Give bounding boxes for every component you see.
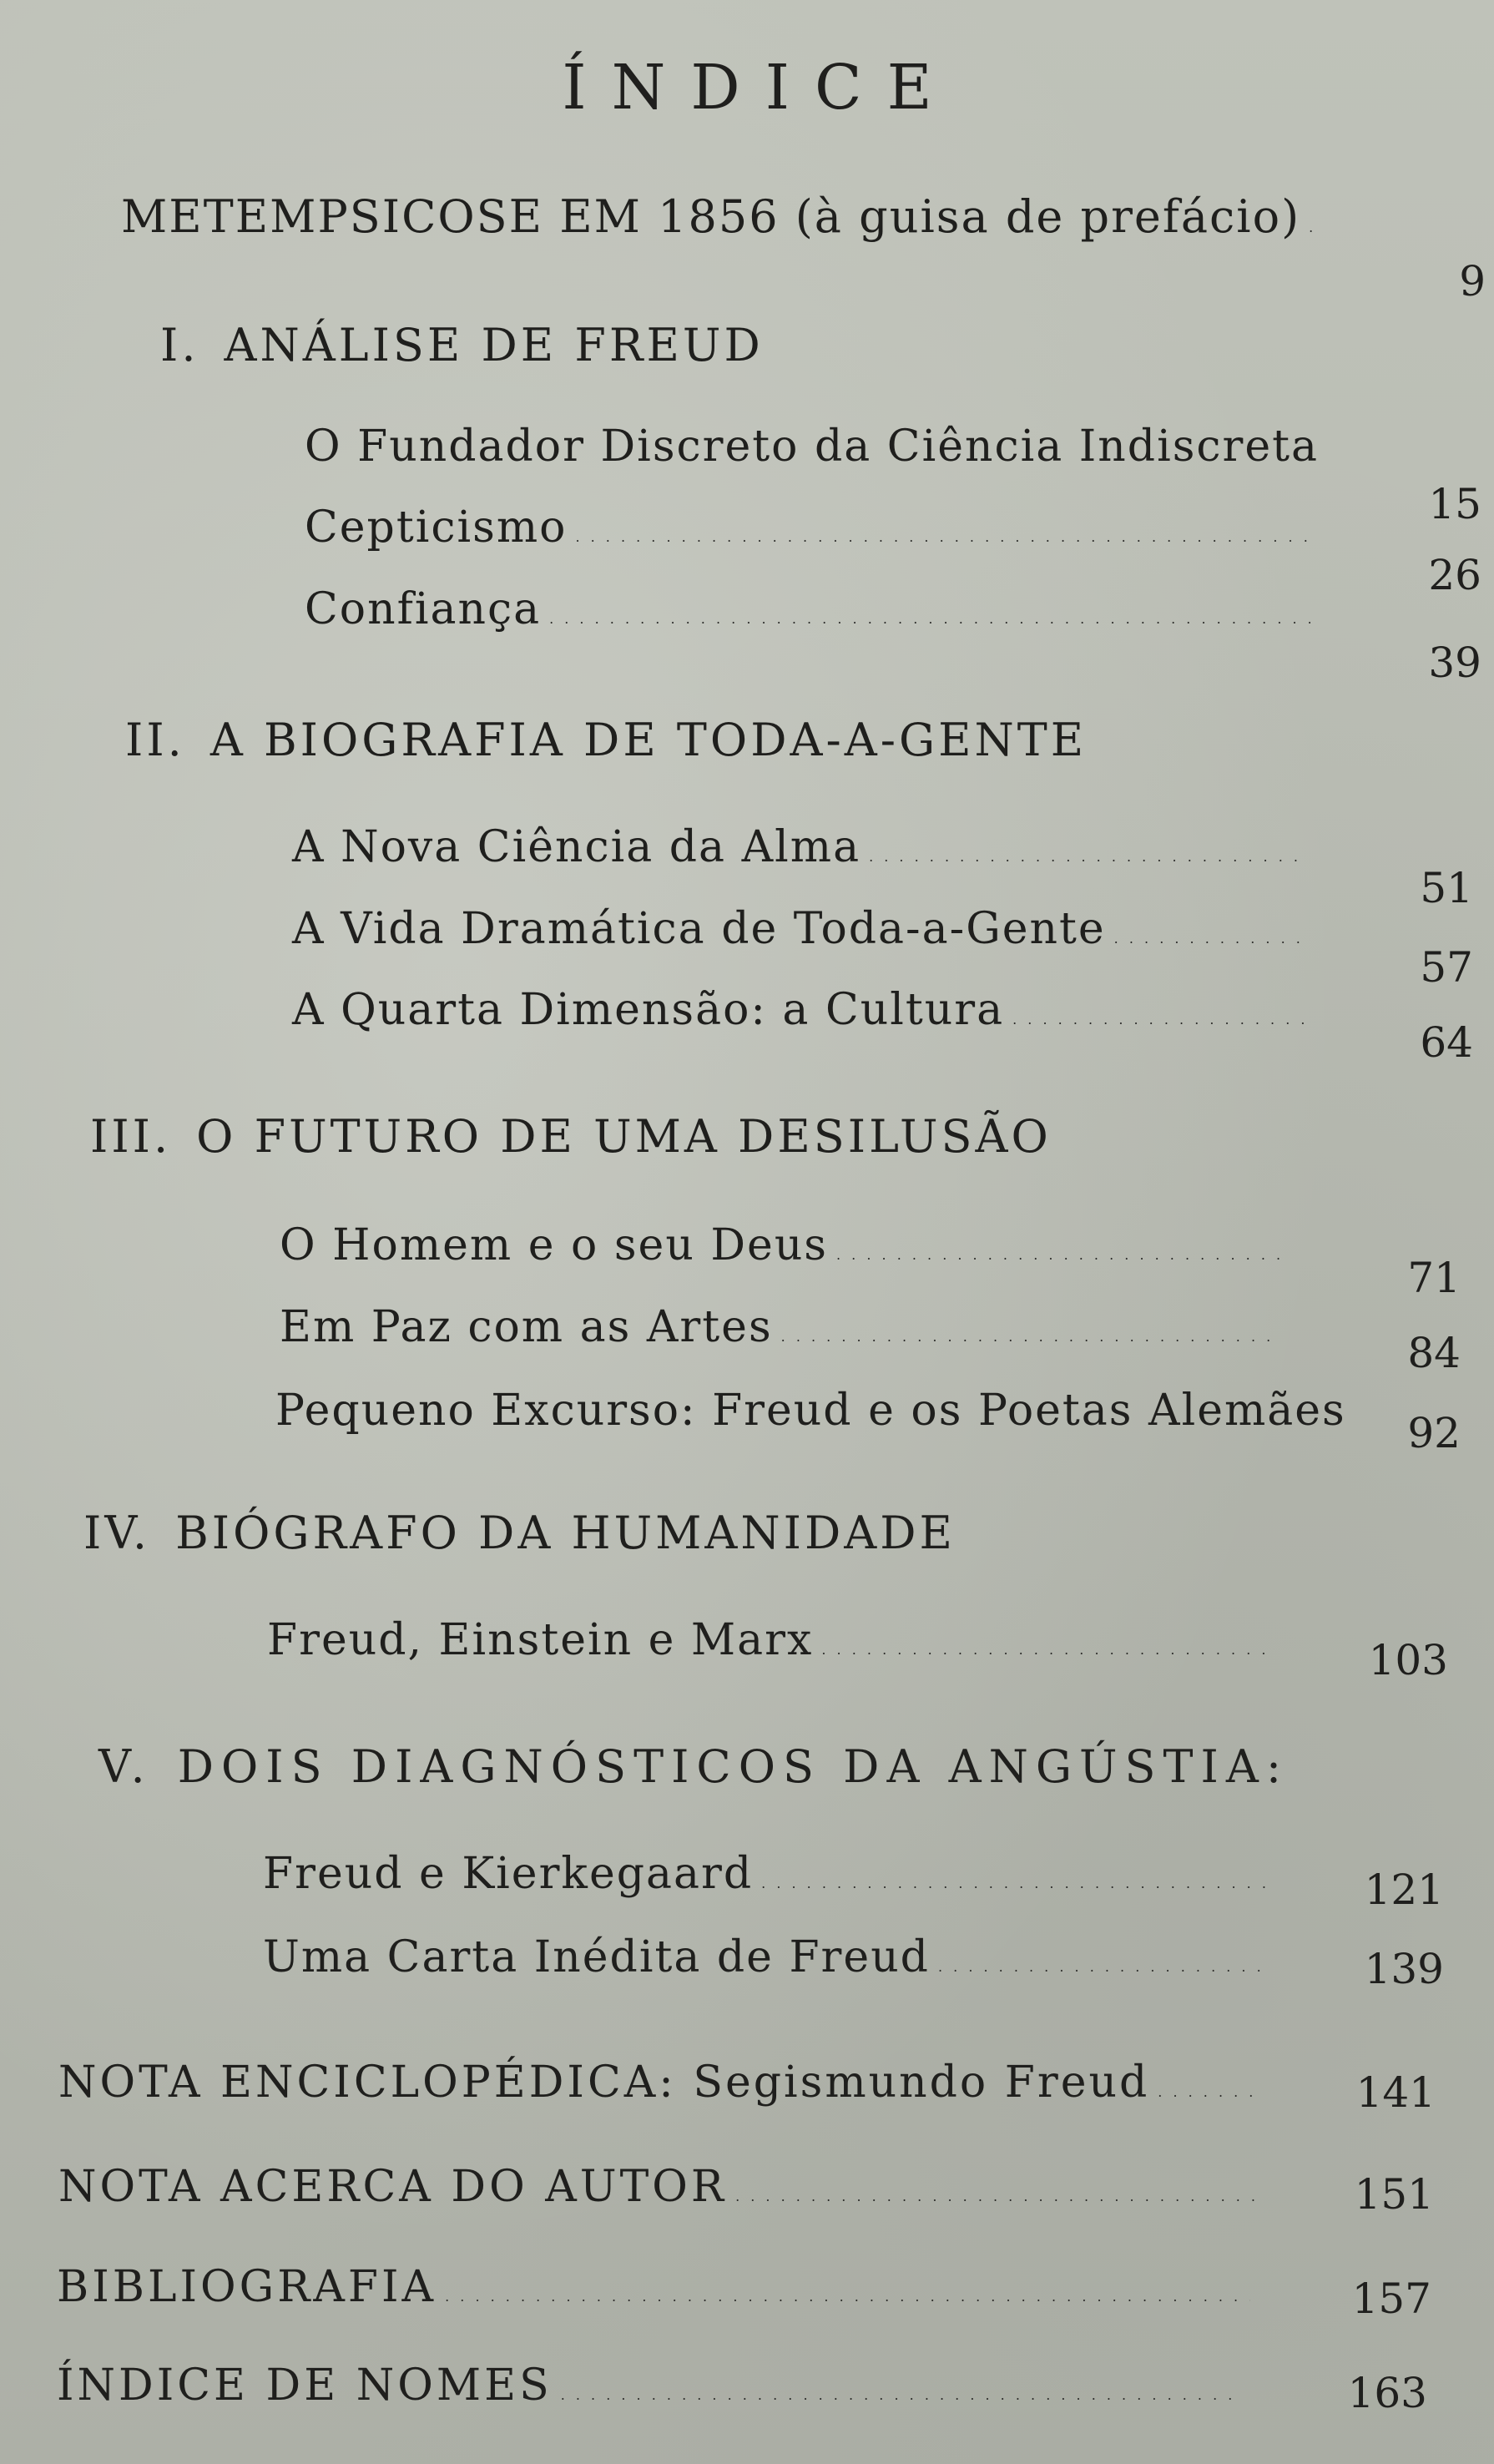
toc-entry-chapter	[305, 422, 1319, 472]
dot-leader	[869, 849, 1306, 865]
part-title: DOIS DIAGNÓSTICOS DA ANGÚSTIA:	[177, 1740, 1290, 1793]
page-number: 84	[1407, 1329, 1461, 1377]
toc-entry-label: Pequeno Excurso: Freud e os Poetas Alemães	[275, 1386, 1346, 1436]
part-heading-3	[90, 1110, 1052, 1163]
page-number: 157	[1351, 2275, 1431, 2323]
toc-entry-label: Uma Carta Inédita de Freud	[263, 1932, 930, 1982]
page-number: 26	[1428, 551, 1481, 599]
toc-entry-label: Segismundo Freud	[693, 2058, 1150, 2108]
toc-entry-chapter	[280, 1302, 1290, 1352]
page-number: 139	[1364, 1945, 1444, 1993]
toc-entry-label: Em Paz com as Artes	[280, 1302, 773, 1352]
toc-entry-label: O Homem e o seu Deus	[280, 1220, 828, 1270]
dot-leader	[1158, 2084, 1260, 2100]
toc-entry-appendix	[58, 2162, 1269, 2212]
toc-entry-chapter	[292, 904, 1315, 954]
page-title: ÍNDICE	[562, 52, 957, 124]
part-title: A BIOGRAFIA DE TODA-A-GENTE	[209, 714, 1088, 766]
toc-entry-chapter	[267, 1615, 1285, 1665]
dot-leader	[561, 2387, 1242, 2403]
part-heading-1	[160, 319, 764, 371]
dot-leader	[821, 1642, 1277, 1658]
page-number: 51	[1420, 864, 1473, 912]
toc-entry-caps: ÍNDICE DE NOMES	[57, 2360, 553, 2411]
dot-leader	[1012, 1012, 1306, 1028]
toc-entry-caps: NOTA ACERCA DO AUTOR	[58, 2162, 728, 2212]
dot-leader	[1309, 220, 1315, 235]
page-number: 103	[1368, 1636, 1448, 1684]
toc-entry-label: Cepticismo	[305, 502, 568, 553]
dot-leader	[575, 529, 1310, 545]
part-heading-5	[98, 1740, 1289, 1793]
toc-entry-label: METEMPSICOSE EM 1856 (à guisa de prefácio)	[121, 190, 1301, 243]
toc-entry-label: A Quarta Dimensão: a Cultura	[292, 985, 1005, 1035]
dot-leader	[761, 1876, 1269, 1891]
toc-entry-caps: BIBLIOGRAFIA	[57, 2262, 437, 2312]
part-title: ANÁLISE DE FREUD	[224, 319, 764, 371]
part-numeral: I.	[160, 319, 199, 371]
toc-entry-chapter	[263, 1932, 1277, 1982]
page-number: 121	[1364, 1866, 1444, 1914]
toc-entry-chapter	[292, 822, 1315, 872]
dot-leader	[445, 2289, 1250, 2305]
dot-leader	[549, 611, 1310, 627]
toc-entry-label: Confiança	[305, 584, 542, 634]
page-number: 9	[1459, 257, 1486, 305]
toc-entry-chapter	[263, 1849, 1277, 1899]
dot-leader	[938, 1959, 1269, 1975]
toc-entry-chapter	[305, 502, 1319, 553]
page-number: 39	[1428, 639, 1481, 687]
page-number: 57	[1420, 943, 1473, 992]
part-title: BIÓGRAFO DA HUMANIDADE	[175, 1507, 956, 1559]
toc-entry-chapter	[275, 1386, 1346, 1436]
toc-entry-chapter	[292, 985, 1315, 1035]
toc-entry-label: Freud, Einstein e Marx	[267, 1615, 814, 1665]
page-number: 64	[1420, 1018, 1473, 1067]
page-number: 15	[1428, 480, 1481, 528]
toc-entry-appendix	[57, 2360, 1250, 2411]
dot-leader	[781, 1329, 1281, 1345]
dot-leader	[735, 2189, 1260, 2204]
part-numeral: II.	[125, 714, 185, 766]
page-number: 151	[1354, 2170, 1434, 2219]
toc-entry-label: O Fundador Discreto da Ciência Indiscreta	[305, 422, 1320, 472]
part-title: O FUTURO DE UMA DESILUSÃO	[196, 1110, 1052, 1163]
dot-leader	[836, 1247, 1281, 1263]
toc-entry-appendix	[58, 2058, 1269, 2108]
part-numeral: V.	[98, 1740, 153, 1793]
page-number: 71	[1407, 1254, 1461, 1302]
page-number: 92	[1407, 1409, 1461, 1457]
part-numeral: III.	[90, 1110, 172, 1163]
page-number: 141	[1355, 2068, 1436, 2117]
dot-leader	[1114, 931, 1306, 947]
toc-entry-label: Freud e Kierkegaard	[263, 1849, 754, 1899]
toc-entry-label: A Vida Dramática de Toda-a-Gente	[292, 904, 1106, 954]
part-numeral: IV.	[83, 1507, 151, 1559]
page-number: 163	[1347, 2369, 1427, 2417]
toc-entry-chapter	[305, 584, 1319, 634]
toc-entry-chapter	[280, 1220, 1290, 1270]
part-heading-4	[83, 1507, 956, 1559]
part-heading-2	[125, 714, 1087, 766]
toc-entry-preface	[121, 190, 1323, 243]
toc-entry-label: A Nova Ciência da Alma	[292, 822, 861, 872]
toc-entry-caps: NOTA ENCICLOPÉDICA:	[58, 2058, 677, 2108]
toc-entry-appendix	[57, 2262, 1259, 2312]
